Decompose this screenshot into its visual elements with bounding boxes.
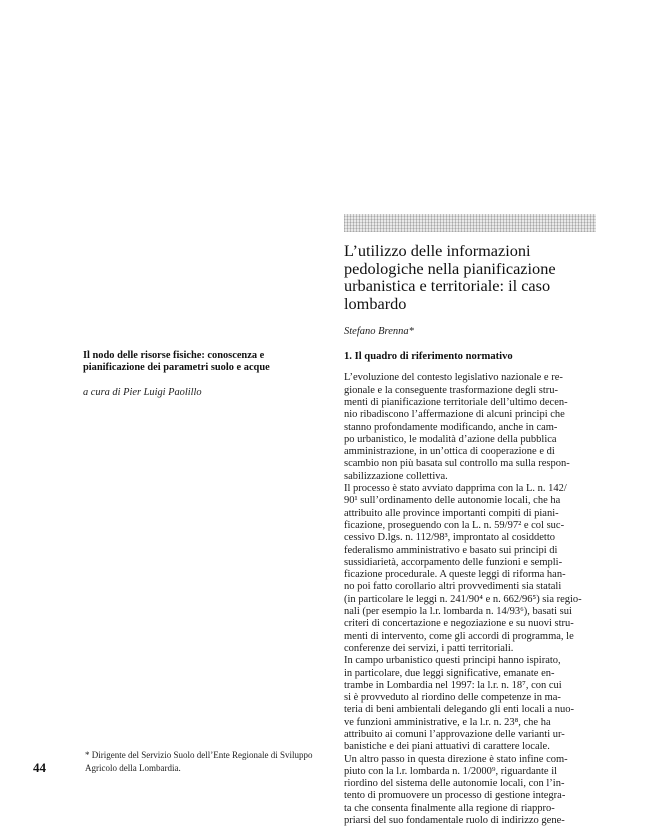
- body-line: Un altro passo in questa direzione è stato infine com-: [344, 753, 568, 765]
- page-number: 44: [33, 760, 46, 775]
- body-line: amministrazione, in un’ottica di cooperazione e di: [344, 446, 555, 458]
- body-line: nali (per esempio la l.r. lombarda n. 14/93⁶), basati sui: [344, 606, 572, 618]
- body-line: nio ribadiscono l’affermazione di alcuni principi che: [344, 409, 565, 421]
- article-body: [344, 372, 596, 827]
- footnote: [85, 749, 325, 774]
- body-line: piuto con la l.r. lombarda n. 1/2000⁹, riguardante il: [344, 765, 558, 777]
- body-line: teria di beni ambientali delegando gli enti locali a nuo-: [344, 704, 575, 716]
- body-line: 90¹ sull’ordinamento delle autonomie locali, che ha: [344, 495, 561, 507]
- article-paragraph: [344, 483, 596, 655]
- body-line: menti di intervento, come gli accordi di programma, le: [344, 630, 574, 642]
- body-line: federalismo amministrativo e basato sui principi di: [344, 544, 558, 556]
- body-line: sabilizzazione collettiva.: [344, 470, 448, 482]
- body-line: L’evoluzione del contesto legislativo nazionale e re-: [344, 372, 563, 384]
- body-line: in particolare, due leggi significative, emanate en-: [344, 667, 555, 679]
- body-line: tento di promuovere un processo di gestione integra-: [344, 790, 566, 802]
- editor-credit: a cura di Pier Luigi Paolillo: [83, 386, 202, 398]
- body-line: sussidiarietà, accorpamento delle funzioni e sempli-: [344, 556, 563, 568]
- article-title-line: pedologiche nella pianificazione: [344, 258, 556, 278]
- body-line: stanno profondamente modificando, anche in cam-: [344, 421, 558, 433]
- body-line: attribuito ai comuni l’approvazione delle varianti ur-: [344, 728, 565, 740]
- footnote-line: Agricolo della Lombardia.: [85, 762, 181, 773]
- title-decoration-band: [344, 214, 596, 232]
- body-line: gionale e la conseguente trasformazione degli stru-: [344, 384, 558, 396]
- body-line: po urbanistico, le modalità d’azione della pubblica: [344, 433, 557, 445]
- body-line: (in particolare le leggi n. 241/90⁴ e n. 662/96⁵) sia regio-: [344, 593, 582, 605]
- footnote-line: * Dirigente del Servizio Suolo dell’Ente Regionale di Sviluppo: [85, 750, 313, 760]
- body-line: banistiche e dei piani attuativi di carattere locale.: [344, 741, 550, 753]
- body-line: menti di pianificazione territoriale dell’ultimo decen-: [344, 396, 568, 408]
- body-line: conferenze dei servizi, i patti territoriali.: [344, 642, 514, 654]
- body-line: riordino del sistema delle autonomie locali, con l’in-: [344, 778, 565, 790]
- article-paragraph: [344, 754, 596, 828]
- series-title: [83, 350, 333, 375]
- body-line: Il processo è stato avviato dapprima con la L. n. 142/: [344, 483, 567, 495]
- body-line: In campo urbanistico questi principi hanno ispirato,: [344, 655, 561, 667]
- body-line: si è provveduto al riordino delle competenze in ma-: [344, 692, 561, 704]
- article-paragraph: [344, 655, 596, 753]
- article-title-line: L’utilizzo delle informazioni: [344, 241, 531, 260]
- article-column: [344, 214, 596, 827]
- section-heading: 1. Il quadro di riferimento normativo: [344, 351, 513, 363]
- body-line: priarsi del suo fondamentale ruolo di indirizzo gene-: [344, 815, 565, 827]
- body-line: criteri di concertazione e negoziazione e su nuovi stru-: [344, 618, 574, 630]
- body-line: ficazione procedurale. A queste leggi di riforma han-: [344, 569, 566, 581]
- body-line: scambio non più basata sul controllo ma sulla respon-: [344, 458, 570, 470]
- article-title: [344, 242, 596, 312]
- article-title-line: urbanistica e territoriale: il caso: [344, 276, 551, 296]
- article-author: Stefano Brenna*: [344, 326, 414, 338]
- body-line: ve funzioni amministrative, e la l.r. n. 23⁸, che ha: [344, 716, 551, 728]
- series-title-line: Il nodo delle risorse fisiche: conoscenza e: [83, 350, 265, 361]
- body-line: ta che consenta finalmente alla regione di riappro-: [344, 802, 555, 814]
- article-title-line: lombardo: [344, 293, 407, 313]
- series-title-line: pianificazione dei parametri suolo e acque: [83, 362, 270, 374]
- article-paragraph: [344, 372, 596, 483]
- body-line: no poi fatto corollario altri provvedimenti sia statali: [344, 581, 562, 593]
- body-line: cessivo D.lgs. n. 112/98³, improntato al cosiddetto: [344, 532, 555, 544]
- series-info: [83, 350, 333, 398]
- body-line: ficazione, proseguendo con la L. n. 59/97² e col suc-: [344, 519, 565, 531]
- body-line: trambe in Lombardia nel 1997: la l.r. n. 18⁷, con cui: [344, 679, 562, 691]
- body-line: attribuito alle province importanti compiti di piani-: [344, 507, 559, 519]
